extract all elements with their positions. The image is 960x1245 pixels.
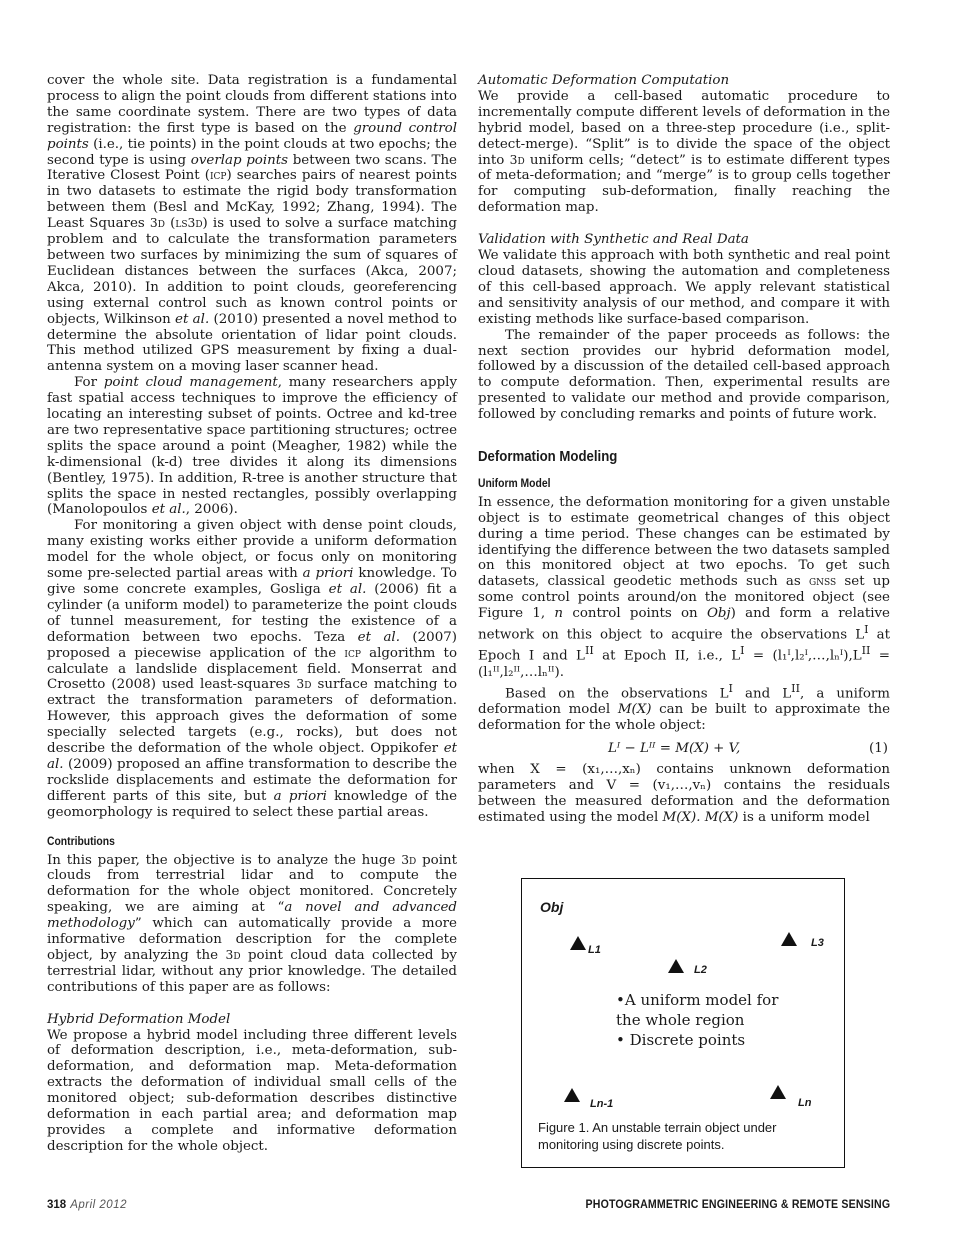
subheading-automatic-computation: Automatic Deformation Computation (478, 73, 730, 88)
paragraph: The remainder of the paper proceeds as follows: the next section provides our hybrid deformation model, followed by a discussion of the detailed cell-based approach to compute deformation. Then, experimental results are presented to validate our method and provide comparison, followed by concluding remarks and points of future work. (478, 327, 890, 423)
figure-object-label: Obj (540, 899, 564, 915)
paragraph: Based on the observations $L^I$ and $L^{II}$, a uniform deformation model M(X) can be built to approximate the deformation for the whole object: (478, 681, 891, 734)
triangle-icon (564, 1088, 580, 1102)
paragraph: when X = (x₁,…,xₙ) contains unknown deformation parameters and V = (v₁,…,vₙ) contains the residuals between the measured deformation and the deformation estimated using the model M(X). M(X) is a uniform model (478, 761, 890, 825)
footer-page-info (47, 1199, 127, 1211)
triangle-icon (668, 959, 684, 973)
triangle-icon (570, 936, 586, 950)
point-label: L3 (811, 937, 824, 949)
journal-name: PHOTOGRAMMETRIC ENGINEERING & REMOTE SENSING (585, 1199, 890, 1211)
subheading-hybrid-model: Hybrid Deformation Model (47, 1011, 231, 1027)
triangle-icon (781, 932, 797, 946)
page-number: 318 (47, 1199, 67, 1211)
equation-number: (1) (869, 740, 888, 756)
figure-text-line: the whole region (616, 1011, 745, 1029)
figure-text-line: • Discrete points (616, 1031, 746, 1049)
paragraph: For point cloud management, many researchers apply fast spatial access techniques to improve the efficiency of locating an interesting subset of points. Octree and kd-tree are two representative space partitioning structures; octree splits the space around a point (Meagher, 1982) while the k-dimensional (k-d) tree divides it along its dimensions (Bentley, 1975). In addition, R-tree is another structure that splits the space in nested rectangles, possibly overlapping (Manolopoulos et al., 2006). (47, 375, 458, 518)
subsection-heading-uniform-model: Uniform Model (478, 477, 551, 490)
point-label: L2 (694, 964, 707, 976)
paragraph: We propose a hybrid model including three different levels of deformation description, i.e., meta-deformation, sub-deformation, and deformation map. Meta-deformation extracts the deformation of individual small cells of the monitored object; sub-deformation describes distinctive deformation in each partial area; and deformation map provides a complete and informative deformation description for the whole object. (47, 1027, 457, 1154)
point-label: Ln (798, 1097, 812, 1109)
paragraph: We validate this approach with both synthetic and real point cloud datasets, showing the automation and completeness of this cell-based approach. We apply relevant statistical and sensitivity analysis of our method, and compare it with existing methods like surface-based comparison. (478, 248, 890, 327)
right-column (478, 73, 890, 826)
triangle-icon (770, 1085, 786, 1099)
equation-1 (478, 738, 890, 760)
figure-text-line: •A uniform model for (616, 991, 779, 1009)
issue-date: April 2012 (70, 1199, 127, 1211)
left-column (47, 73, 457, 1155)
point-label: Ln-1 (590, 1098, 614, 1110)
subheading-validation: Validation with Synthetic and Real Data (478, 232, 749, 248)
paragraph: cover the whole site. Data registration is a fundamental process to align the point clouds from different stations into the same coordinate system. There are two types of data registration: the first type is based on the ground control points (i.e., tie points) in the point clouds at two epochs; the second type is using overlap points between two scans. The Iterative Closest Point (icp) searches pairs of nearest points in two datasets to estimate the rigid body transformation between them (Besl and McKay, 1992; Zhang, 1994). The Least Squares 3d (ls3d) is used to solve a surface matching problem and to calculate the transformation parameters between two surfaces by minimizing the sum of squares of Euclidean distances between the surfaces (Akca, 2007; Akca, 2010). In addition to point clouds, georeferencing using external control such as known control points or objects, Wilkinson et al. (2010) presented a novel method to determine the absolute orientation of lidar point clouds. This method utilized GPS measurement by fixing a dual-antenna system on a moving laser scanner head. (47, 73, 457, 375)
equation-body: Lᴵ − Lᴵᴵ = M(X) + V, (608, 740, 741, 756)
figure-annotation (616, 990, 778, 1050)
paragraph: In essence, the deformation monitoring for a given unstable object is to estimate geometrical changes of this object during a time period. These changes can be estimated by identifying the difference between the two datasets sampled on this monitored object at two epochs. To get such datasets, classical geodetic methods such as gnss set up some control points around/on the monitored object (see Figure 1, n control points on Obj) and form a relative network on this object to acquire the observations $L^I$ at Epoch I and $L^{II}$ at Epoch II, i.e., $L^I$ = $(l_1ᴵ,l_2ᴵ,\dots,l_nᴵ),L^{II}$ = (l₁ᴵᴵ,l₂ᴵᴵ,…lₙᴵᴵ). (478, 494, 891, 680)
figure-caption: Figure 1. An unstable terrain object under monitoring using discrete points. (538, 1120, 777, 1152)
section-title: Deformation Modeling (478, 448, 618, 466)
paragraph: For monitoring a given object with dense point clouds, many existing works either provide a uniform deformation model for the whole object, or focus only on monitoring some pre-selected partial areas with a priori knowledge. To give some concrete examples, Gosliga et al. (2006) fit a cylinder (a uniform model) to parameterize the point clouds of tunnel measurement, for testing the existence of a deformation between two epochs. Teza et al. (2007) proposed a piecewise application of the icp algorithm to calculate a landslide displacement field. Monserrat and Crosetto (2008) used least-squares 3d surface matching to extract the transformation parameters of deformation. However, this approach gives the deformation of some specially selected targets (e.g., rocks), but does not describe the deformation of the whole object. Oppikofer et al. (2009) proposed an affine transformation to describe the rockslide displacements and estimate the deformation for different parts of this site, but a priori knowledge of the geomorphology is required to select these partial areas. (47, 518, 458, 820)
figure-1 (521, 878, 845, 1168)
point-label: L1 (588, 944, 601, 956)
subsection-heading-contributions: Contributions (47, 835, 115, 848)
paragraph: We provide a cell-based automatic procedure to incrementally compute different levels of deformation in the hybrid model, based on a three-step procedure (i.e., split-detect-merge). “Split” is to divide the space of the object into 3d uniform cells; “detect” is to estimate different types of meta-deformation; and “merge” is to group cells together for computing sub-deformation, finally reaching the deformation map. (478, 88, 891, 216)
paragraph: In this paper, the objective is to analyze the huge 3d point clouds from terrestrial lidar and to compute the deformation for the whole object monitored. Concretely speaking, we are aiming at “a novel and advanced methodology” which can automatically provide a more informative deformation description for the complete object, by analyzing the 3d point cloud data collected by terrestrial lidar, without any prior knowledge. The detailed contributions of this paper are as follows: (47, 852, 457, 995)
